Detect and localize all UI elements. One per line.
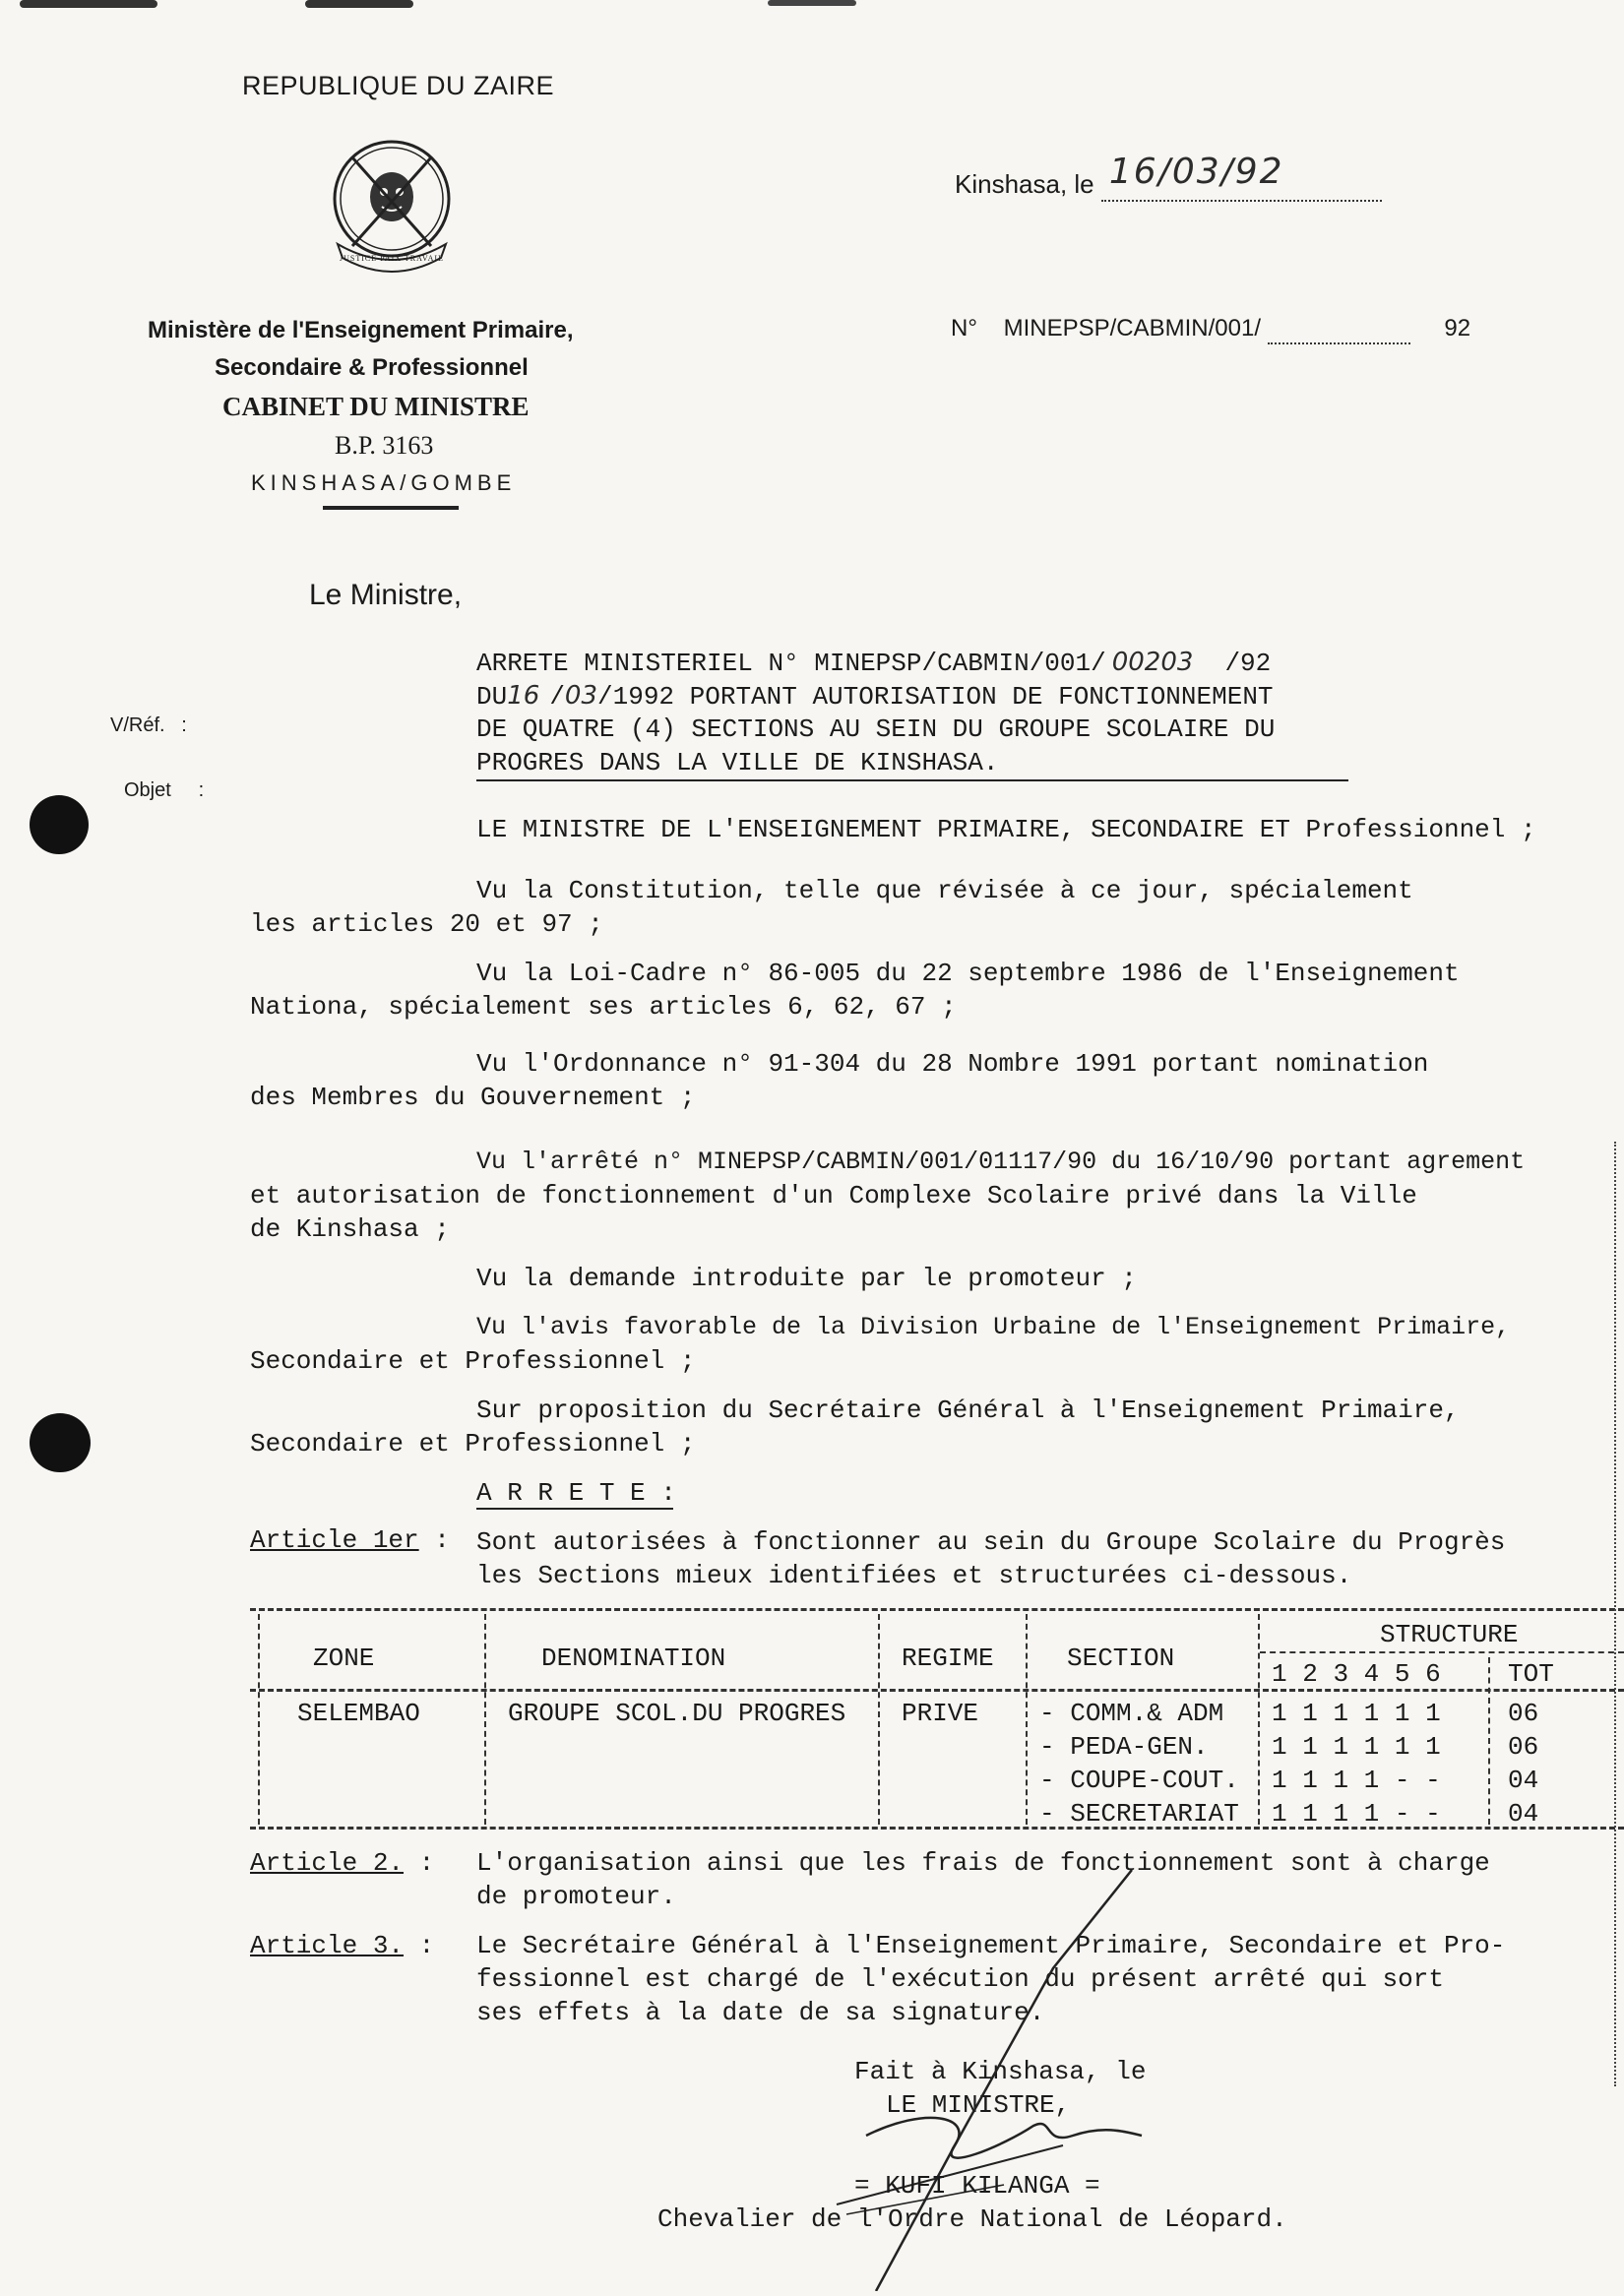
vu-avis-1: Vu l'avis favorable de la Division Urbaine de l'Enseignement Primaire,: [476, 1313, 1511, 1341]
section-total: 04: [1508, 1799, 1539, 1829]
section-total: 06: [1508, 1699, 1539, 1728]
header-regime: REGIME: [902, 1644, 994, 1673]
ref-number: MINEPSP/CABMIN/001/: [1003, 315, 1262, 341]
header-tot: TOT: [1508, 1659, 1554, 1689]
section-name: - COMM.& ADM: [1039, 1699, 1224, 1728]
vu-arrete-1: Vu l'arrêté n° MINEPSP/CABMIN/001/01117/90 du 16/10/90 portant agrement: [476, 1148, 1526, 1176]
salutation: Le Ministre,: [309, 579, 463, 611]
scan-smudge: [768, 0, 856, 6]
table-row: [1039, 1730, 1624, 1764]
article3-line3: ses effets à la date de sa signature.: [476, 1998, 1045, 2027]
ref-year: 92: [1444, 315, 1471, 341]
postal-box: B.P. 3163: [335, 431, 434, 460]
scan-edge-noise: [1614, 1142, 1620, 2086]
object-line3: DE QUATRE (4) SECTIONS AU SEIN DU GROUPE SCOLAIRE DU: [476, 714, 1276, 744]
vu-constitution-1: Vu la Constitution, telle que révisée à ce jour, spécialement: [476, 876, 1413, 905]
cabinet-heading: CABINET DU MINISTRE: [222, 392, 530, 421]
scan-smudge: [20, 0, 157, 8]
object-line1: ARRETE MINISTERIEL N° MINEPSP/CABMIN/001/ 00203 /92: [476, 648, 1272, 678]
vu-arrete-2: et autorisation de fonctionnement d'un Complexe Scolaire privé dans la Ville: [250, 1181, 1417, 1210]
table-row: [1039, 1697, 1624, 1730]
header-denomination: DENOMINATION: [541, 1644, 726, 1673]
header-section: SECTION: [1067, 1644, 1175, 1673]
article2-label: Article 2. :: [250, 1848, 435, 1878]
article3-label: Article 3. :: [250, 1931, 435, 1960]
intro-line: LE MINISTRE DE L'ENSEIGNEMENT PRIMAIRE, SECONDAIRE ET Professionnel ;: [476, 815, 1536, 844]
article1-line1: Sont autorisées à fonctionner au sein du Groupe Scolaire du Progrès: [476, 1527, 1506, 1557]
handwritten-day: 16: [507, 681, 540, 711]
cell-denomination: GROUPE SCOL.DU PROGRES: [508, 1699, 846, 1728]
col-separator: [258, 1614, 260, 1825]
cell-zone: SELEMBAO: [297, 1699, 420, 1728]
cell-regime: PRIVE: [902, 1699, 979, 1728]
vu-loi-cadre-1: Vu la Loi-Cadre n° 86-005 du 22 septembre 1986 de l'Enseignement: [476, 959, 1460, 988]
proposition-2: Secondaire et Professionnel ;: [250, 1429, 696, 1458]
section-years: 1 1 1 1 - -: [1272, 1766, 1441, 1795]
table-row: [1039, 1797, 1624, 1831]
vu-ordonnance-2: des Membres du Gouvernement ;: [250, 1083, 696, 1112]
section-name: - COUPE-COUT.: [1039, 1766, 1239, 1795]
col-separator: [878, 1614, 880, 1825]
objet-label: Objet :: [124, 779, 205, 801]
object-line2: DU16 /03/1992 PORTANT AUTORISATION DE FONCTIONNEMENT: [476, 681, 1274, 712]
minister-honor: Chevalier de l'Ordre National de Léopard.: [657, 2204, 1287, 2234]
header-years: 1 2 3 4 5 6: [1272, 1659, 1441, 1689]
vu-demande: Vu la demande introduite par le promoteur ;: [476, 1264, 1137, 1293]
article1-label: Article 1er :: [250, 1525, 450, 1555]
ministry-name-line2: Secondaire & Professionnel: [215, 354, 529, 381]
vu-constitution-2: les articles 20 et 97 ;: [250, 909, 603, 939]
col-separator: [1026, 1614, 1028, 1825]
section-total: 04: [1508, 1766, 1539, 1795]
article2-line1: L'organisation ainsi que les frais de fonctionnement sont à charge: [476, 1848, 1490, 1878]
header-zone: ZONE: [313, 1644, 375, 1673]
arrete-underline: [476, 1508, 673, 1510]
ref-prefix: N°: [951, 315, 977, 341]
col-separator: [484, 1614, 486, 1825]
vref-label: V/Réf. :: [110, 714, 187, 736]
vu-avis-2: Secondaire et Professionnel ;: [250, 1346, 696, 1376]
section-total: 06: [1508, 1732, 1539, 1762]
vu-loi-cadre-2: Nationa, spécialement ses articles 6, 62, 67 ;: [250, 992, 957, 1022]
section-name: - SECRETARIAT: [1039, 1799, 1239, 1829]
country-heading: REPUBLIQUE DU ZAIRE: [242, 71, 555, 100]
article3-line1: Le Secrétaire Général à l'Enseignement Primaire, Secondaire et Pro-: [476, 1931, 1506, 1960]
handwritten-arrete-number: 00203: [1111, 648, 1194, 677]
proposition-1: Sur proposition du Secrétaire Général à l'Enseignement Primaire,: [476, 1396, 1460, 1425]
ministry-name-line1: Ministère de l'Enseignement Primaire,: [148, 317, 574, 343]
punch-hole: [30, 1413, 91, 1472]
date-handwritten: 16/03/92: [1108, 152, 1284, 192]
section-name: - PEDA-GEN.: [1039, 1732, 1209, 1762]
reference-line: [951, 315, 1470, 344]
object-underline: [476, 779, 1348, 781]
arrete-heading: A R R E T E :: [476, 1478, 676, 1508]
date-line: [955, 152, 1382, 202]
table-top-rule: [250, 1608, 1624, 1611]
section-years: 1 1 1 1 - -: [1272, 1799, 1441, 1829]
section-years: 1 1 1 1 1 1: [1272, 1699, 1441, 1728]
table-row: [1039, 1764, 1624, 1797]
emblem-motto: JUSTICE PAIX TRAVAIL: [340, 254, 444, 263]
vu-arrete-3: de Kinshasa ;: [250, 1214, 450, 1244]
header-structure: STRUCTURE: [1380, 1620, 1519, 1649]
minister-title: LE MINISTRE,: [886, 2090, 1071, 2120]
punch-hole: [30, 795, 89, 854]
section-years: 1 1 1 1 1 1: [1272, 1732, 1441, 1762]
city-underline: [323, 506, 459, 510]
article3-line2: fessionnel est chargé de l'exécution du présent arrêté qui sort: [476, 1964, 1444, 1994]
coat-of-arms-emblem: [313, 128, 470, 285]
article2-line2: de promoteur.: [476, 1882, 676, 1911]
scan-smudge: [305, 0, 413, 8]
handwritten-month: 03: [564, 681, 598, 711]
city-label: KINSHASA/GOMBE: [251, 470, 517, 495]
place-prefix: Kinshasa, le: [955, 169, 1094, 199]
fait-a-line: Fait à Kinshasa, le: [854, 2057, 1147, 2086]
object-line4: PROGRES DANS LA VILLE DE KINSHASA.: [476, 748, 999, 777]
minister-name: = KUFI KILANGA =: [854, 2171, 1100, 2201]
article1-line2: les Sections mieux identifiées et structurées ci-dessous.: [476, 1561, 1352, 1590]
vu-ordonnance-1: Vu l'Ordonnance n° 91-304 du 28 Nombre 1991 portant nomination: [476, 1049, 1429, 1079]
ref-blank: [1268, 315, 1410, 344]
date-field: [1101, 152, 1382, 202]
structure-subheader-rule: [1260, 1651, 1624, 1653]
